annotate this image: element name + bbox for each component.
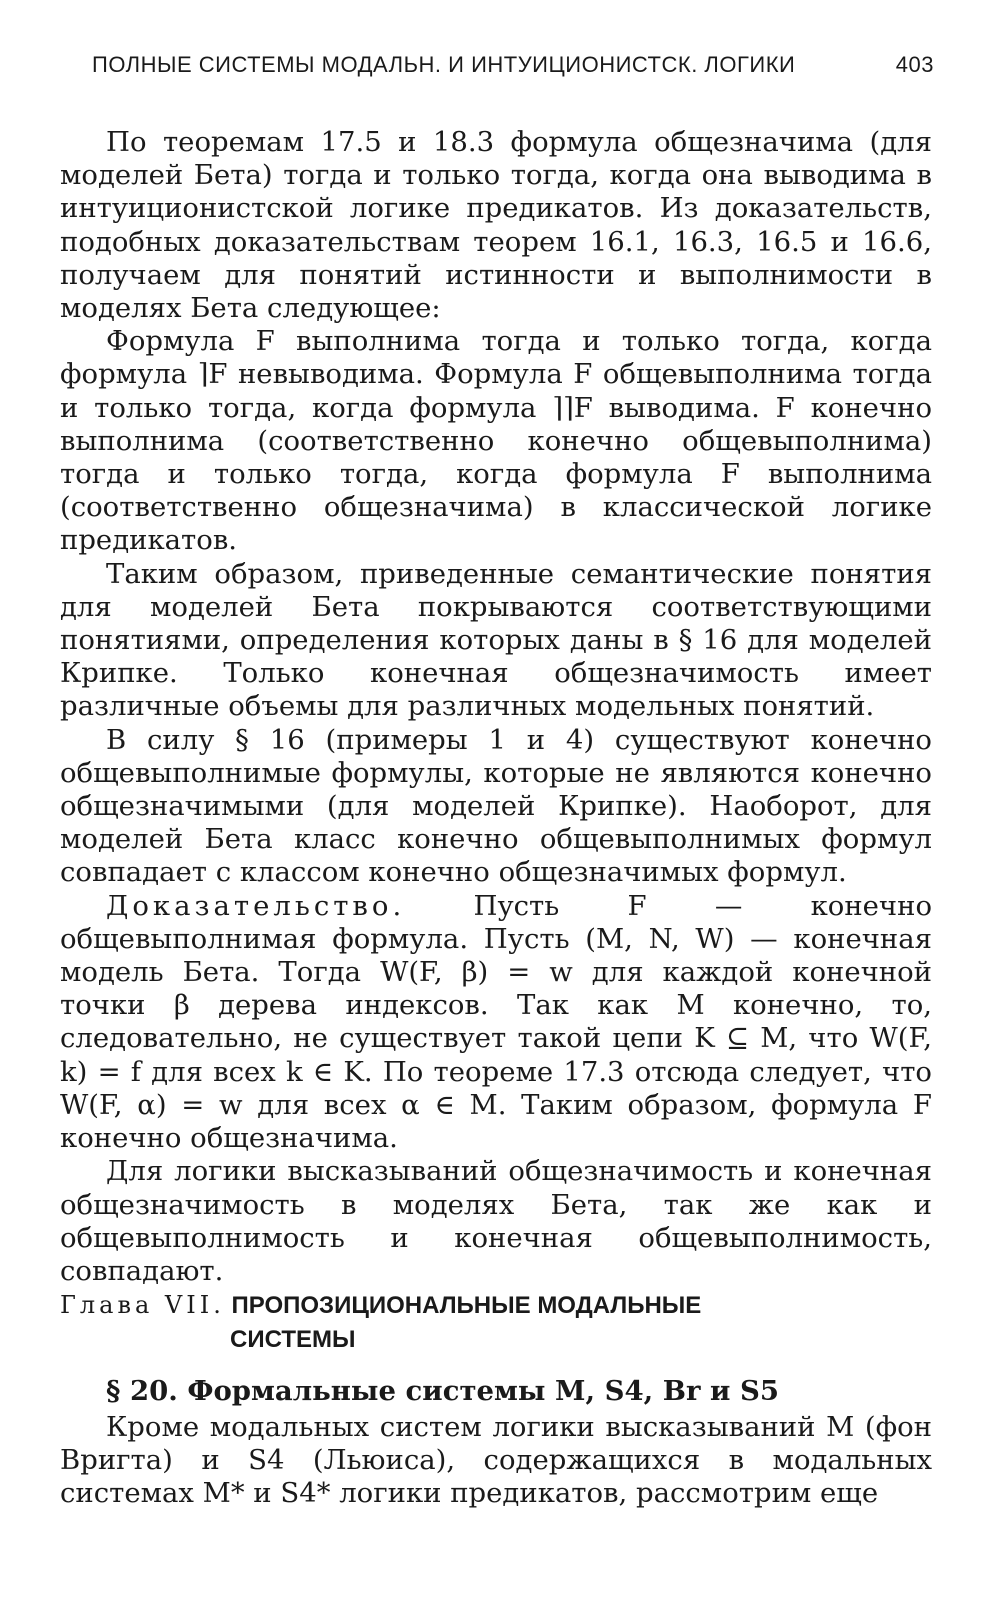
paragraph-4: В силу § 16 (примеры 1 и 4) существуют конечно общевыполнимые формулы, которые не являются конечно общезначимыми (для моделей Крипке). Наоборот, для моделей Бета класс конечно общевыполнимых формул совпадает с классом конечно общезначимых формул. bbox=[60, 723, 932, 889]
paragraph-1: По теоремам 17.5 и 18.3 формула общезначима (для моделей Бета) тогда и только тогда, когда она выводима в интуиционистской логике предикатов. Из доказательств, подобных доказательствам теорем 16.1, 16.3, 16.5 и 16.6, получаем для понятий истинности и выполнимости в моделях Бета следующее: bbox=[60, 126, 932, 325]
paragraph-3: Таким образом, приведенные семантические понятия для моделей Бета покрываются соответствующими понятиями, определения которых даны в § 16 для моделей Крипке. Только конечная общезначимость имеет различные объемы для различных модельных понятий. bbox=[60, 557, 932, 723]
running-title: ПОЛНЫЕ СИСТЕМЫ МОДАЛЬН. И ИНТУИЦИОНИСТСК. ЛОГИКИ bbox=[92, 52, 796, 77]
proof-paragraph bbox=[60, 890, 932, 1156]
proof-lead: Доказательство. bbox=[106, 889, 406, 922]
proof-text: Пусть F — конечно общевыполнимая формула. Пусть (M, N, W) — конечная модель Бета. Тогда W(F, β) = w для каждой конечной точки β дерева индексов. Так как M конечно, то, следовательно, не существует такой цепи K ⊆ M, что W(F, k) = f для всех k ∈ K. По теореме 17.3 отсюда следует, что W(F, α) = w для всех α ∈ M. Таким образом, формула F конечно общезначима. bbox=[60, 889, 932, 1155]
chapter-title-line1: ПРОПОЗИЦИОНАЛЬНЫЕ МОДАЛЬНЫЕ bbox=[231, 1292, 702, 1319]
chapter-label: Глава VII. bbox=[60, 1291, 225, 1319]
running-header bbox=[92, 52, 934, 78]
chapter-heading bbox=[60, 1288, 932, 1357]
chapter-title-line2: СИСТЕМЫ bbox=[230, 1326, 356, 1353]
page-number: 403 bbox=[895, 52, 934, 77]
body-text bbox=[60, 126, 932, 1288]
closing-paragraph: Для логики высказываний общезначимость и конечная общезначимость в моделях Бета, так же как и общевыполнимость и конечная общевыполнимость, совпадают. bbox=[60, 1155, 932, 1287]
section-heading: § 20. Формальные системы M, S4, Br и S5 bbox=[106, 1375, 780, 1407]
final-text bbox=[60, 1411, 932, 1511]
paragraph-2: Формула F выполнима тогда и только тогда, когда формула ⌉F невыводима. Формула F общевыполнима тогда и только тогда, когда формула ⌉⌉F выводима. F конечно выполнима (соответственно конечно общевыполнима) тогда и только тогда, когда формула F выполнима (соответственно общезначима) в классической логике предикатов. bbox=[60, 325, 932, 557]
final-paragraph: Кроме модальных систем логики высказываний M (фон Вригта) и S4 (Льюиса), содержащихся в модальных системах M* и S4* логики предикатов, рассмотрим еще bbox=[60, 1411, 932, 1510]
